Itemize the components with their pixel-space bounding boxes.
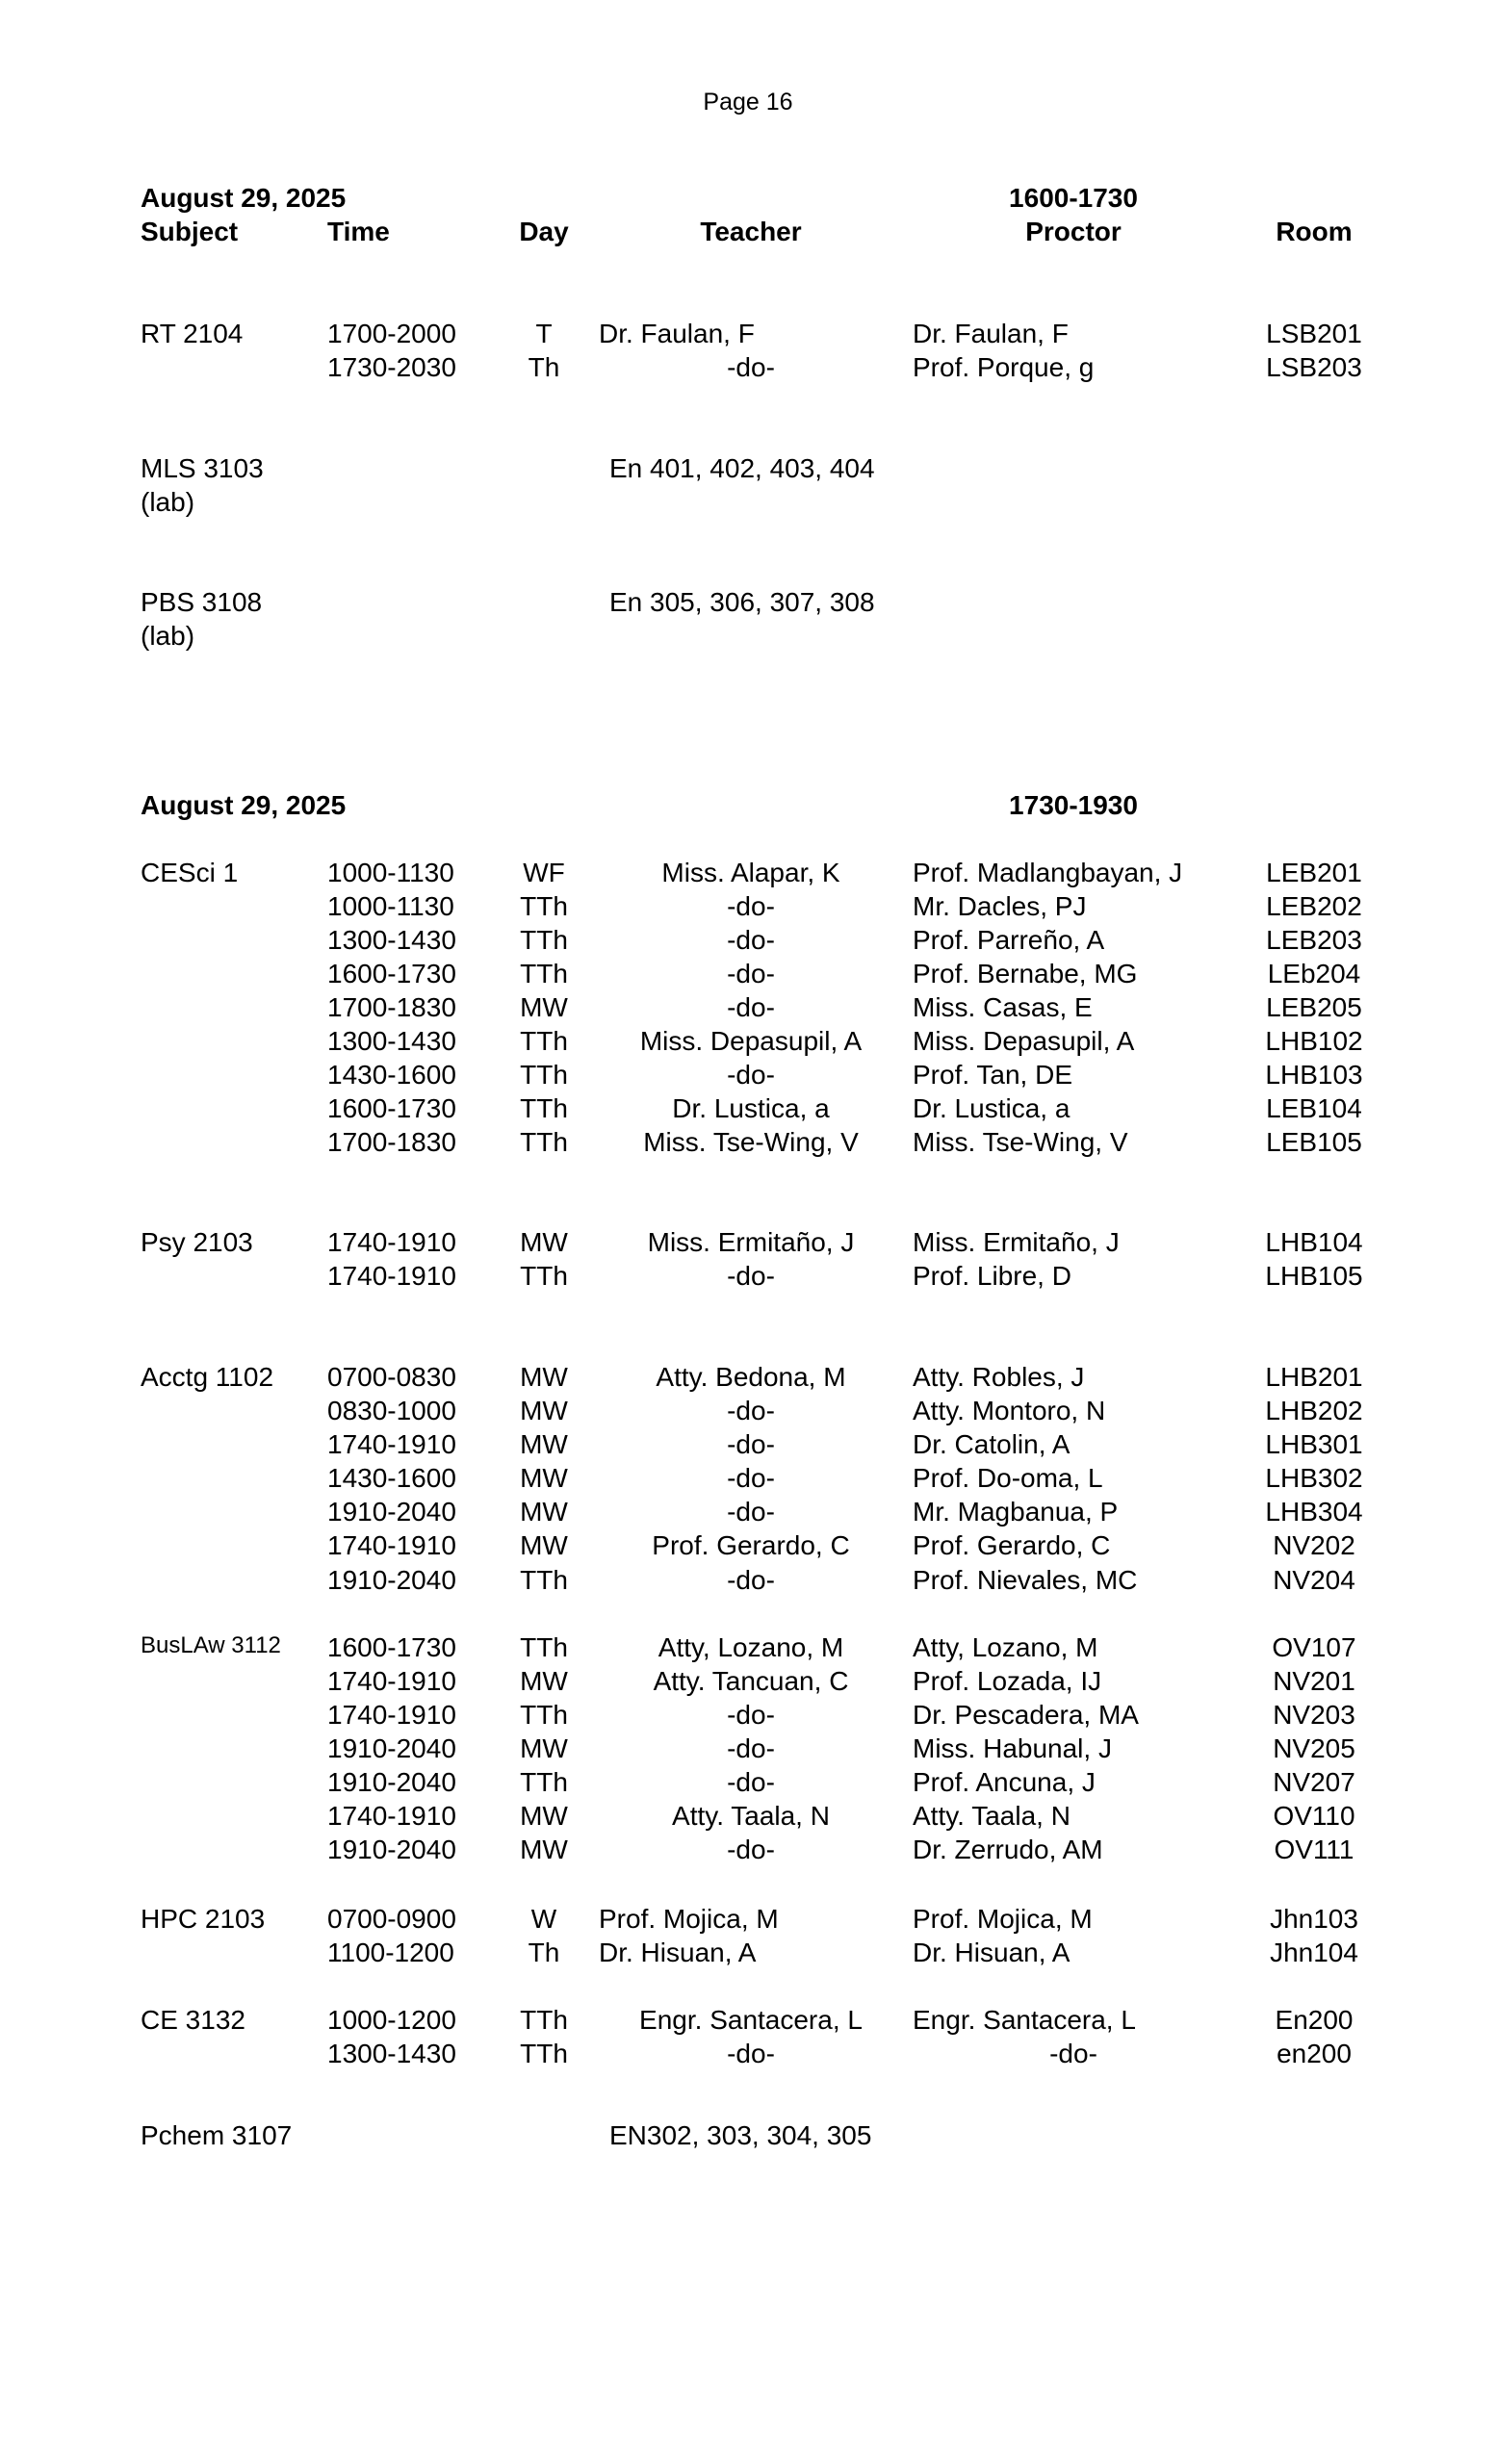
row-time: 1910-2040 <box>327 1835 456 1864</box>
section-time-slot: 1600-1730 <box>1009 183 1138 213</box>
row-teacher: -do- <box>727 891 775 921</box>
row-teacher: -do- <box>727 1767 775 1797</box>
row-proctor: Atty. Taala, N <box>913 1801 1070 1831</box>
lab-subject: Pchem 3107 <box>141 2120 293 2150</box>
row-proctor: Prof. Bernabe, MG <box>913 959 1138 988</box>
row-room: NV203 <box>1273 1700 1355 1730</box>
row-teacher: Miss. Tse-Wing, V <box>643 1127 859 1157</box>
row-teacher: -do- <box>727 1060 775 1090</box>
lab-subject: MLS 3103 <box>141 453 264 483</box>
page-number: Page 16 <box>703 89 793 116</box>
lab-subject: PBS 3108 <box>141 587 263 617</box>
row-day: TTh <box>520 1093 568 1123</box>
header-day: Day <box>519 217 569 246</box>
section-date: August 29, 2025 <box>141 790 347 820</box>
row-time: 1600-1730 <box>327 1093 456 1123</box>
row-proctor: Prof. Parreño, A <box>913 925 1105 955</box>
row-time: 1740-1910 <box>327 1261 456 1291</box>
row-time: 1100-1200 <box>327 1938 454 1967</box>
header-teacher: Teacher <box>700 217 802 246</box>
row-subject: CESci 1 <box>141 858 239 887</box>
row-room: LEB203 <box>1266 925 1362 955</box>
row-time: 1600-1730 <box>327 1632 456 1662</box>
row-teacher: -do- <box>727 1700 775 1730</box>
row-day: MW <box>520 1463 568 1493</box>
row-day: TTh <box>520 1127 568 1157</box>
row-time: 1740-1910 <box>327 1530 456 1560</box>
row-time: 1740-1910 <box>327 1700 456 1730</box>
row-room: LEb204 <box>1267 959 1361 988</box>
row-time: 1700-2000 <box>327 319 456 348</box>
row-day: Th <box>528 352 560 382</box>
row-teacher: Miss. Depasupil, A <box>639 1026 863 1056</box>
row-proctor: Mr. Dacles, PJ <box>913 891 1087 921</box>
row-day: MW <box>520 1530 568 1560</box>
row-proctor: Prof. Libre, D <box>913 1261 1071 1291</box>
row-proctor: Dr. Faulan, F <box>913 319 1069 348</box>
header-subject: Subject <box>141 217 239 246</box>
row-room: LHB103 <box>1265 1060 1363 1090</box>
row-proctor: Dr. Catolin, A <box>913 1429 1070 1459</box>
row-proctor: Dr. Lustica, a <box>913 1093 1070 1123</box>
row-day: TTh <box>520 1565 568 1595</box>
row-subject: Psy 2103 <box>141 1227 253 1257</box>
row-teacher: Miss. Alapar, K <box>661 858 840 887</box>
row-proctor: Atty. Montoro, N <box>913 1396 1106 1425</box>
row-day: TTh <box>520 891 568 921</box>
row-teacher: Atty. Taala, N <box>672 1801 830 1831</box>
row-day: TTh <box>520 1261 568 1291</box>
row-time: 1000-1200 <box>327 2005 456 2035</box>
row-room: LHB301 <box>1265 1429 1363 1459</box>
row-time: 1000-1130 <box>327 858 454 887</box>
row-teacher: Prof. Mojica, M <box>599 1904 779 1934</box>
row-teacher: Dr. Lustica, a <box>672 1093 830 1123</box>
row-subject: CE 3132 <box>141 2005 245 2035</box>
row-time: 1730-2030 <box>327 352 456 382</box>
row-teacher: Engr. Santacera, L <box>639 2005 863 2035</box>
row-room: LHB105 <box>1265 1261 1363 1291</box>
row-teacher: -do- <box>727 1835 775 1864</box>
row-time: 1740-1910 <box>327 1429 456 1459</box>
row-proctor: Dr. Pescadera, MA <box>913 1700 1139 1730</box>
row-room: LEB201 <box>1266 858 1362 887</box>
row-time: 0830-1000 <box>327 1396 456 1425</box>
row-day: Th <box>528 1938 560 1967</box>
row-proctor: Atty. Robles, J <box>913 1362 1085 1392</box>
row-teacher: Atty, Lozano, M <box>658 1632 844 1662</box>
row-room: NV207 <box>1273 1767 1355 1797</box>
row-room: LSB201 <box>1266 319 1362 348</box>
row-proctor: Miss. Habunal, J <box>913 1733 1112 1763</box>
row-proctor: Prof. Porque, g <box>913 352 1095 382</box>
row-proctor: Prof. Tan, DE <box>913 1060 1073 1090</box>
row-subject: BusLAw 3112 <box>141 1632 281 1658</box>
row-proctor: Prof. Do-oma, L <box>913 1463 1103 1493</box>
row-teacher: -do- <box>727 2039 775 2068</box>
lab-rooms: En 401, 402, 403, 404 <box>609 453 875 483</box>
row-teacher: -do- <box>727 1733 775 1763</box>
row-room: NV202 <box>1273 1530 1355 1560</box>
row-teacher: Miss. Ermitaño, J <box>647 1227 855 1257</box>
row-subject: Acctg 1102 <box>141 1362 274 1392</box>
row-room: OV111 <box>1274 1835 1354 1864</box>
row-day: TTh <box>520 1632 568 1662</box>
row-room: NV204 <box>1273 1565 1355 1595</box>
header-time: Time <box>327 217 390 246</box>
row-day: WF <box>523 858 565 887</box>
row-room: LEB205 <box>1266 992 1362 1022</box>
row-room: OV110 <box>1273 1801 1355 1831</box>
row-room: LSB203 <box>1266 352 1362 382</box>
row-room: LEB104 <box>1266 1093 1362 1123</box>
row-teacher: -do- <box>727 1497 775 1527</box>
row-teacher: -do- <box>727 1261 775 1291</box>
row-proctor: Dr. Zerrudo, AM <box>913 1835 1103 1864</box>
row-proctor: Dr. Hisuan, A <box>913 1938 1070 1967</box>
row-teacher: Prof. Gerardo, C <box>652 1530 850 1560</box>
row-room: NV205 <box>1273 1733 1355 1763</box>
row-day: TTh <box>520 1060 568 1090</box>
row-proctor: Mr. Magbanua, P <box>913 1497 1119 1527</box>
row-teacher: Dr. Faulan, F <box>599 319 755 348</box>
row-day: TTh <box>520 1026 568 1056</box>
row-day: MW <box>520 1666 568 1696</box>
row-day: MW <box>520 1835 568 1864</box>
row-proctor: Prof. Nievales, MC <box>913 1565 1138 1595</box>
row-proctor: Prof. Madlangbayan, J <box>913 858 1183 887</box>
row-room: en200 <box>1277 2039 1352 2068</box>
row-time: 1000-1130 <box>327 891 454 921</box>
lab-rooms: En 305, 306, 307, 308 <box>609 587 875 617</box>
row-teacher: -do- <box>727 959 775 988</box>
row-proctor: Prof. Gerardo, C <box>913 1530 1111 1560</box>
row-room: OV107 <box>1272 1632 1356 1662</box>
row-room: LHB201 <box>1265 1362 1363 1392</box>
row-proctor: Prof. Mojica, M <box>913 1904 1093 1934</box>
row-day: TTh <box>520 2005 568 2035</box>
row-day: MW <box>520 1497 568 1527</box>
row-time: 1300-1430 <box>327 1026 456 1056</box>
section-time-slot: 1730-1930 <box>1009 790 1138 820</box>
row-day: MW <box>520 1227 568 1257</box>
row-time: 1910-2040 <box>327 1565 456 1595</box>
lab-rooms: EN302, 303, 304, 305 <box>609 2120 872 2150</box>
row-teacher: -do- <box>727 925 775 955</box>
row-proctor: Miss. Ermitaño, J <box>913 1227 1120 1257</box>
row-teacher: Dr. Hisuan, A <box>599 1938 757 1967</box>
row-day: TTh <box>520 2039 568 2068</box>
row-day: TTh <box>520 1700 568 1730</box>
row-proctor: Miss. Casas, E <box>913 992 1093 1022</box>
row-teacher: -do- <box>727 1396 775 1425</box>
row-day: TTh <box>520 925 568 955</box>
row-time: 1700-1830 <box>327 1127 456 1157</box>
row-time: 1910-2040 <box>327 1733 456 1763</box>
row-day: MW <box>520 992 568 1022</box>
row-time: 1600-1730 <box>327 959 456 988</box>
row-time: 1300-1430 <box>327 925 456 955</box>
row-time: 1700-1830 <box>327 992 456 1022</box>
row-day: TTh <box>520 959 568 988</box>
row-proctor: Prof. Ancuna, J <box>913 1767 1096 1797</box>
row-proctor: Atty, Lozano, M <box>913 1632 1098 1662</box>
row-room: LHB302 <box>1265 1463 1363 1493</box>
row-time: 0700-0900 <box>327 1904 456 1934</box>
row-subject: RT 2104 <box>141 319 244 348</box>
row-room: LHB304 <box>1265 1497 1363 1527</box>
row-day: MW <box>520 1396 568 1425</box>
row-teacher: -do- <box>727 1463 775 1493</box>
row-day: TTh <box>520 1767 568 1797</box>
row-time: 1910-2040 <box>327 1497 456 1527</box>
row-time: 1740-1910 <box>327 1801 456 1831</box>
row-day: T <box>535 319 553 348</box>
row-room: Jhn103 <box>1270 1904 1358 1934</box>
row-day: MW <box>520 1429 568 1459</box>
row-room: LEB202 <box>1266 891 1362 921</box>
row-room: LHB104 <box>1265 1227 1363 1257</box>
header-proctor: Proctor <box>1025 217 1122 246</box>
row-time: 1430-1600 <box>327 1463 456 1493</box>
row-teacher: -do- <box>727 992 775 1022</box>
row-room: Jhn104 <box>1270 1938 1358 1967</box>
row-proctor: Miss. Tse-Wing, V <box>913 1127 1128 1157</box>
row-day: MW <box>520 1733 568 1763</box>
row-time: 1740-1910 <box>327 1666 456 1696</box>
row-room: LEB105 <box>1266 1127 1362 1157</box>
section-date: August 29, 2025 <box>141 183 347 213</box>
lab-note: (lab) <box>141 621 195 651</box>
row-room: LHB202 <box>1265 1396 1363 1425</box>
header-room: Room <box>1276 217 1353 246</box>
row-time: 1740-1910 <box>327 1227 456 1257</box>
lab-note: (lab) <box>141 487 195 517</box>
row-proctor: Miss. Depasupil, A <box>913 1026 1135 1056</box>
row-room: En200 <box>1275 2005 1354 2035</box>
row-time: 1910-2040 <box>327 1767 456 1797</box>
row-proctor: -do- <box>1049 2039 1097 2068</box>
row-room: LHB102 <box>1265 1026 1363 1056</box>
row-day: MW <box>520 1362 568 1392</box>
row-teacher: -do- <box>727 1429 775 1459</box>
row-room: NV201 <box>1273 1666 1355 1696</box>
row-teacher: -do- <box>727 1565 775 1595</box>
row-teacher: Atty. Tancuan, C <box>653 1666 849 1696</box>
row-day: W <box>530 1904 557 1934</box>
row-subject: HPC 2103 <box>141 1904 266 1934</box>
row-teacher: Atty. Bedona, M <box>656 1362 846 1392</box>
row-teacher: -do- <box>727 352 775 382</box>
row-time: 1430-1600 <box>327 1060 456 1090</box>
row-proctor: Engr. Santacera, L <box>913 2005 1136 2035</box>
row-time: 1300-1430 <box>327 2039 456 2068</box>
row-time: 0700-0830 <box>327 1362 456 1392</box>
row-day: MW <box>520 1801 568 1831</box>
row-proctor: Prof. Lozada, IJ <box>913 1666 1102 1696</box>
